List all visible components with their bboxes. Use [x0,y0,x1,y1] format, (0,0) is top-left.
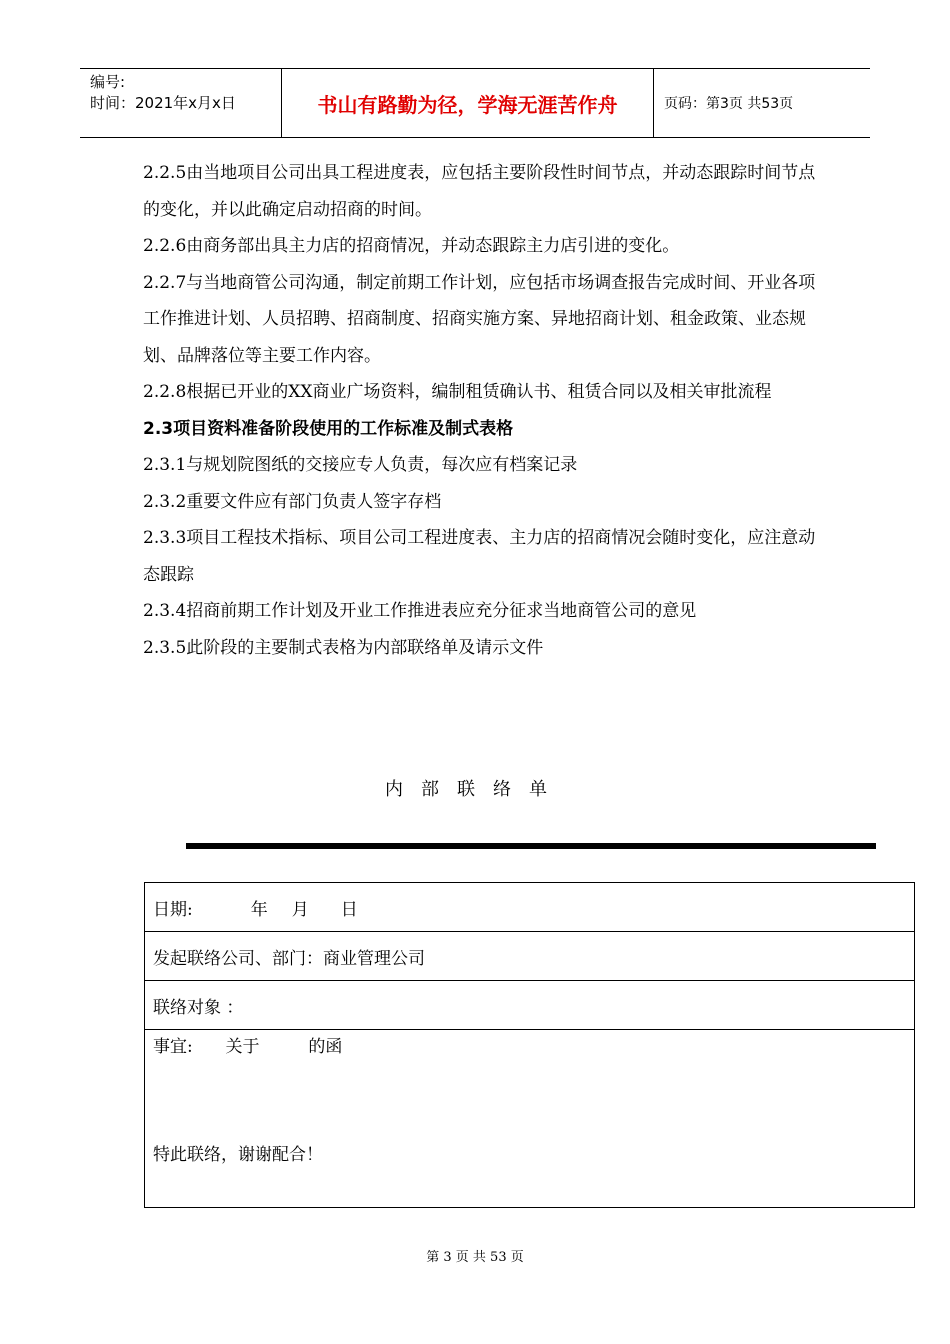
memo-subject-block [145,1030,914,1207]
closing-text: 特此联络，谢谢配合！ [153,1145,323,1165]
header-page-code: 页码：第3页 共53页 [664,96,794,112]
page-footer: 第 3 页 共 53 页 [426,1250,524,1265]
subject-label: 事宜: [153,1037,193,1057]
paragraph-2-3-1: 2.3.1与规划院图纸的交接应专人负责，每次应有档案记录 [143,455,578,475]
date-label: 日期: [153,899,193,920]
document-body [143,155,823,666]
paragraph-2-3-2: 2.3.2重要文件应有部门负责人签字存档 [143,491,442,512]
paragraph-2-2-8: 2.2.8根据已开业的XX商业广场资料，编制租赁确认书、租赁合同以及相关审批流程 [143,382,772,402]
header-motto: 书山有路勤为径，学海无涯苦作舟 [282,69,654,137]
paragraph-2-3-4: 2.3.4招商前期工作计划及开业工作推进表应充分征求当地商管公司的意见 [143,601,697,621]
subject-letter: 的函 [308,1037,343,1057]
subject-about: 关于 [225,1037,260,1057]
memo-recipient-row [145,981,914,1030]
page-header [80,68,870,138]
recipient-label: 联络对象 ： [153,997,244,1018]
date-year: 年 [250,899,268,920]
paragraph-2-3-5: 2.3.5此阶段的主要制式表格为内部联络单及请示文件 [143,637,544,658]
paragraph-2-2-7: 2.2.7与当地商管公司沟通，制定前期工作计划，应包括市场调查报告完成时间、开业各项工作推进计划、人员招聘、招商制度、招商实施方案、异地招商计划、租金政策、业态规划、品牌落位等主要工作内容。 [143,272,816,366]
memo-sender-row [145,932,914,981]
date-day: 日 [340,899,358,920]
memo-date-row [145,883,914,932]
subject-line [153,1032,342,1057]
sender-text: 发起联络公司、部门：商业管理公司 [153,948,425,969]
section-title-2-3: 2.3项目资料准备阶段使用的工作标准及制式表格 [143,418,514,439]
paragraph-2-2-6: 2.2.6由商务部出具主力店的招商情况，并动态跟踪主力店引进的变化。 [143,236,680,256]
number-label: 编号: [90,73,126,91]
paragraph-2-2-5: 2.2.5由当地项目公司出具工程进度表，应包括主要阶段性时间节点，并动态跟踪时间节点的变化，并以此确定启动招商的时间。 [143,163,816,220]
time-label: 时间：2021年x月x日 [90,94,236,112]
memo-divider [186,843,876,849]
memo-title: 内部联络单 [385,779,565,800]
date-month: 月 [291,899,309,920]
header-meta [80,69,282,137]
paragraph-2-3-3: 2.3.3项目工程技术指标、项目公司工程进度表、主力店的招商情况会随时变化，应注意动态跟踪 [143,528,816,585]
memo-form [144,882,915,1208]
